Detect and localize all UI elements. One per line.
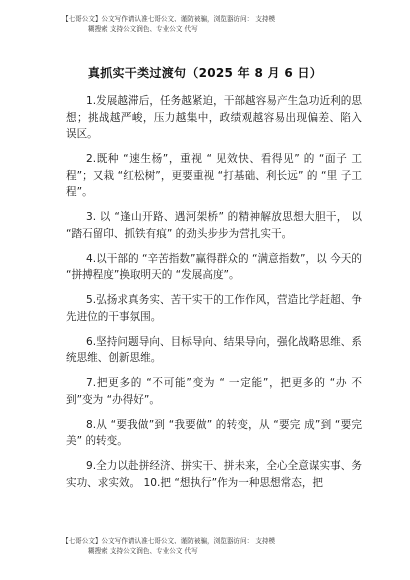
paragraph-9: 9.全力以赴拼经济、拼实干、拼未来，全心全意谋实事、务实功、求实效。 10.把 “想执行”作为一种思想常态，把 xyxy=(66,460,362,489)
document-body xyxy=(66,93,362,500)
header-note-line-2: 糊搜索 支持公文润色、专业公文 代写 xyxy=(88,25,198,33)
paragraph-7: 7.把更多的 “不可能”变为 “ 一定能”，把更多的 “办 不到”变为 “办得好”。 xyxy=(66,377,362,406)
paragraph-2: 2.既种 “速生杨”，重视 “ 见效快、看得见” 的 “面子 工程”；又栽 “红松树”，更要重视 “打基础、利长远” 的 “里 子工程”。 xyxy=(66,153,362,198)
paragraph-5: 5.弘扬求真务实、苦干实干的工作作风，营造比学赶超、争先进位的干事氛围。 xyxy=(66,294,362,323)
paragraph-8: 8.从 “要我做”到 “我要做” 的转变，从 “要完 成”到 “要完美” 的转变。 xyxy=(66,418,362,447)
paragraph-4: 4.以干部的 “辛苦指数”赢得群众的 “满意指数”，以 今天的 “拼搏程度”换取明天的 “发展高度”。 xyxy=(66,252,362,281)
paragraph-3: 3. 以 “逢山开路、遇河架桥” 的精神解放思想大胆干， 以 “踏石留印、抓铁有痕” 的劲头步步为营扎实干。 xyxy=(66,211,362,240)
page-footer-note xyxy=(62,536,362,556)
footer-note-line-2: 糊搜索 支持公文润色、专业公文 代写 xyxy=(88,547,198,555)
paragraph-1: 1.发展越滞后，任务越紧迫，干部越容易产生急功近利的思想；挑战越严峻，压力越集中，政绩观越容易出现偏差、陷入误区。 xyxy=(66,95,362,140)
footer-note-line-1: 【七哥公文】公文写作请认准七哥公文、谨防被骗，浏览器访问： 支持模 xyxy=(62,537,276,545)
page-header-note xyxy=(62,14,362,34)
paragraph-6: 6.坚持问题导向、目标导向、结果导向，强化战略思维、系统思维、创新思维。 xyxy=(66,335,362,364)
document-title: 真抓实干类过渡句（2025 年 8 月 6 日） xyxy=(87,66,323,80)
header-note-line-1: 【七哥公文】公文写作请认准七哥公文、谨防被骗，浏览器访问： 支持模 xyxy=(62,15,276,23)
